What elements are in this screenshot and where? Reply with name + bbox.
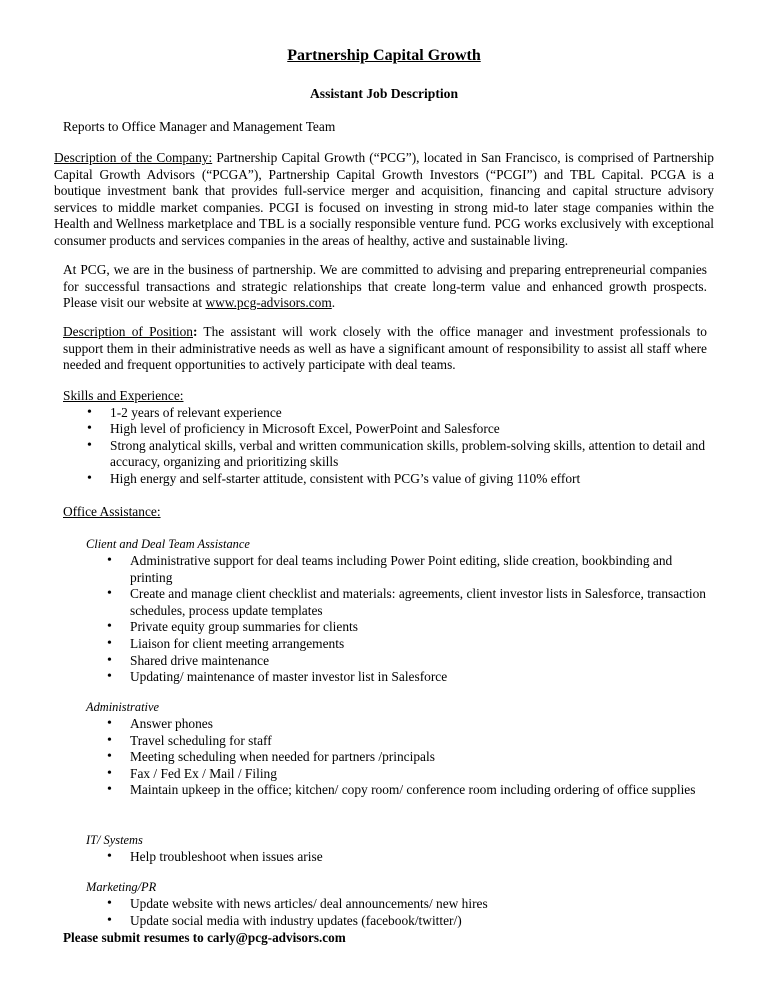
list-item: • Fax / Fed Ex / Mail / Filing (86, 766, 706, 783)
website-link[interactable]: www.pcg-advisors.com (205, 295, 332, 311)
it-list (86, 849, 706, 866)
it-heading: IT/ Systems (86, 833, 143, 847)
reports-to-line: Reports to Office Manager and Management Team (63, 119, 336, 134)
company-text: Partnership Capital Growth (“PCG”), located in San Francisco, is comprised of Partnership Capital Growth Advisors (“PCGA”), Partnership Capital Growth Investors (“PCGI”) and TBL Capital. PCGA is a boutique investment bank that provides full-service merger and acquisition, financing and capital structure advisory services to middle market companies. PCGI is focused on investing in strong mid-to later stage companies within the Health and Wellness marketplace and TBL is a socially responsible venture fund. PCG works exclusively with exceptional consumer products and services companies in the areas of healthy, active and sustainable living. (54, 150, 714, 248)
document-title: Partnership Capital Growth (287, 47, 481, 64)
list-item: • Maintain upkeep in the office; kitchen/ copy room/ conference room including ordering of office supplies (86, 782, 706, 799)
it-section (86, 832, 706, 866)
list-item: • Liaison for client meeting arrangements (86, 636, 706, 653)
position-colon: : (192, 324, 198, 339)
skills-section (63, 388, 707, 488)
list-item: • 1-2 years of relevant experience (63, 405, 707, 422)
list-item: • Updating/ maintenance of master investor list in Salesforce (86, 669, 706, 686)
list-item: • High level of proficiency in Microsoft Excel, PowerPoint and Salesforce (63, 421, 707, 438)
skills-heading: Skills and Experience: (63, 388, 184, 403)
client-heading: Client and Deal Team Assistance (86, 537, 250, 551)
office-assistance-heading: Office Assistance: (63, 504, 161, 519)
client-list (86, 553, 706, 686)
marketing-list (86, 896, 706, 929)
list-item: • Meeting scheduling when needed for partners /principals (86, 749, 706, 766)
position-heading: Description of Position (63, 324, 193, 339)
administrative-list (86, 716, 706, 799)
list-item: • Shared drive maintenance (86, 653, 706, 670)
position-text: The assistant will work closely with the office manager and investment professionals to support them in their administrative needs as well as have a significant amount of responsibility to assist all staff where needed and frequent opportunities to actively participate with deal teams. (63, 324, 707, 373)
administrative-section (86, 699, 706, 799)
partnership-paragraph (63, 262, 707, 312)
list-item: • High energy and self-starter attitude, consistent with PCG’s value of giving 110% effort (63, 471, 707, 488)
list-item: • Travel scheduling for staff (86, 733, 706, 750)
list-item: • Create and manage client checklist and materials: agreements, client investor lists in Salesforce, transaction schedules, process update templates (86, 586, 706, 619)
submit-resumes-note: Please submit resumes to carly@pcg-advisors.com (63, 930, 346, 945)
skills-list (63, 405, 707, 488)
list-item: • Strong analytical skills, verbal and written communication skills, problem-solving skills, attention to detail and accuracy, organizing and prioritizing skills (63, 438, 707, 471)
client-section (86, 536, 706, 686)
position-description (63, 324, 707, 374)
list-item: • Update website with news articles/ deal announcements/ new hires (86, 896, 706, 913)
document-subtitle: Assistant Job Description (309, 86, 459, 101)
list-item: • Update social media with industry updates (facebook/twitter/) (86, 913, 706, 930)
partnership-text: At PCG, we are in the business of partnership. We are committed to advising and preparing entrepreneurial companies for successful transactions and strategic relationships that create long-term value and enhanced growth prospects. Please visit our website at (63, 262, 707, 311)
partnership-end: . (331, 295, 336, 311)
list-item: • Private equity group summaries for clients (86, 619, 706, 636)
company-heading: Description of the Company: (54, 150, 213, 165)
marketing-heading: Marketing/PR (86, 880, 157, 894)
administrative-heading: Administrative (86, 700, 159, 714)
list-item: • Administrative support for deal teams including Power Point editing, slide creation, bookbinding and printing (86, 553, 706, 586)
company-description (54, 150, 714, 250)
marketing-section (86, 879, 706, 929)
list-item: • Help troubleshoot when issues arise (86, 849, 706, 866)
list-item: • Answer phones (86, 716, 706, 733)
